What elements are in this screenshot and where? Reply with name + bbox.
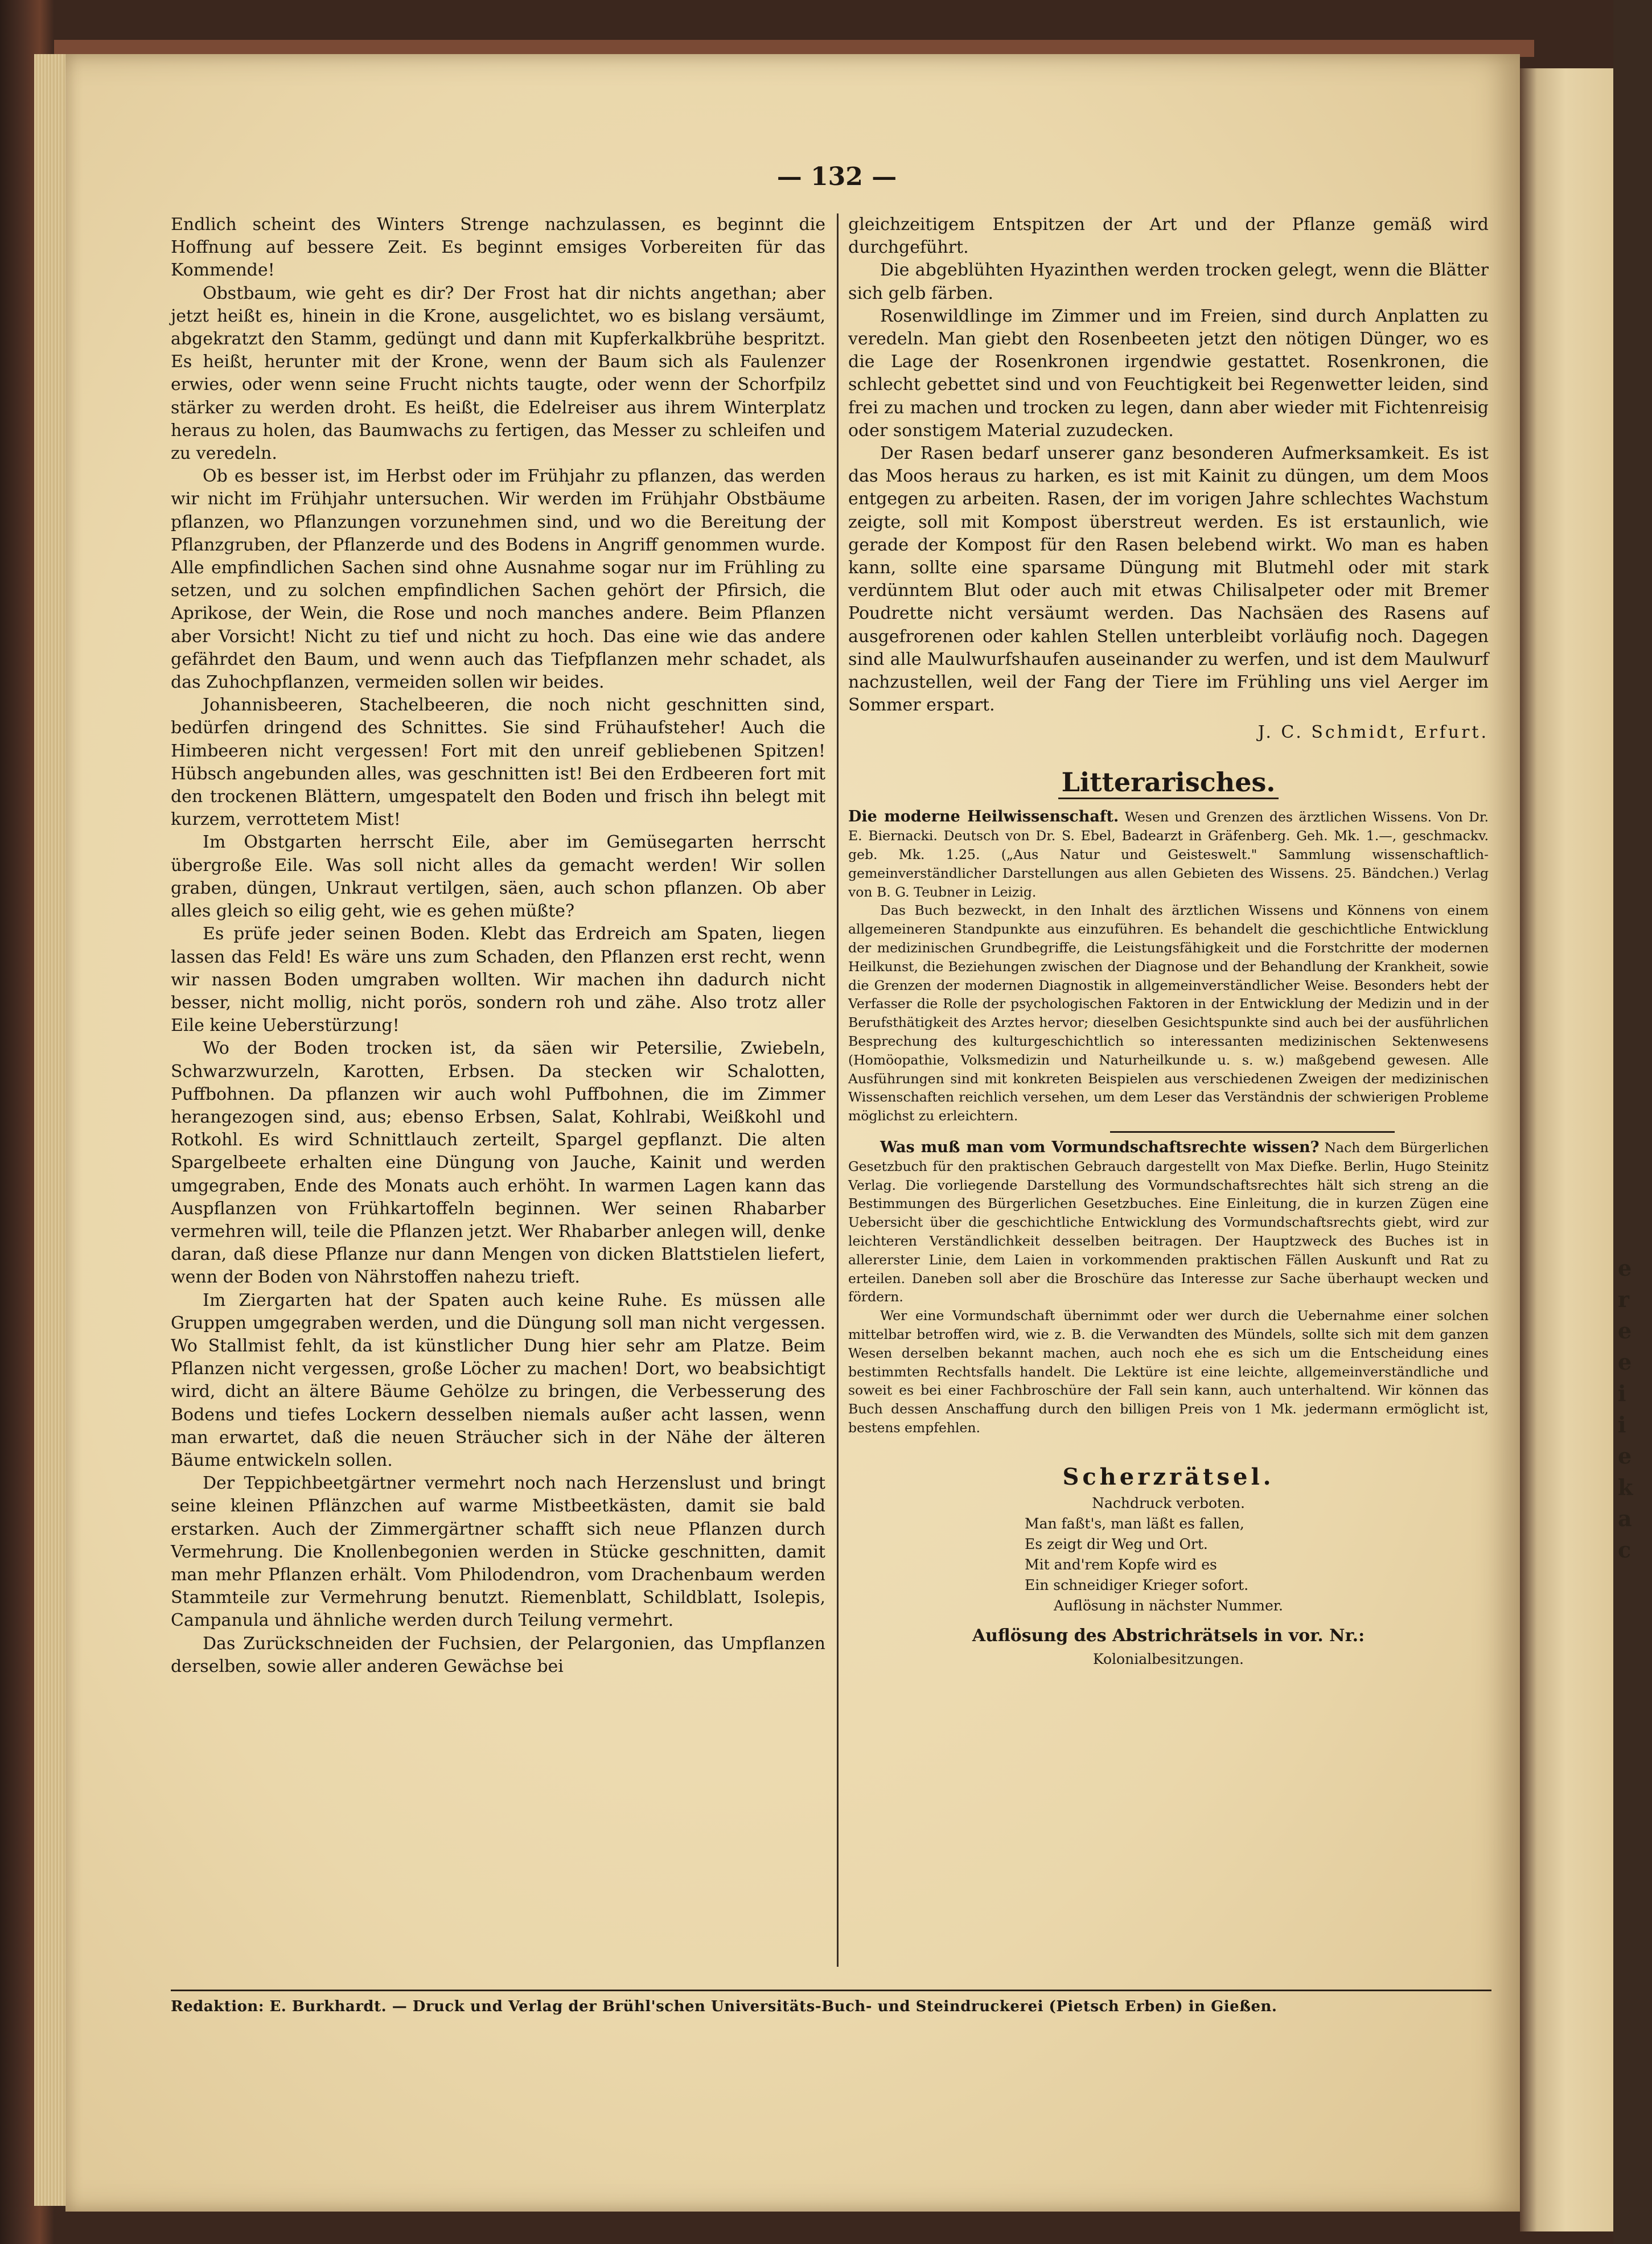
page-stack-edge [34, 54, 68, 2206]
edge-letter: e [1618, 1349, 1632, 1375]
riddle-line: Mit and'rem Kopfe wird es [1025, 1556, 1217, 1573]
edge-letter: e [1618, 1443, 1632, 1469]
paragraph: Rosenwildlinge im Zimmer und im Freien, sind durch Anplatten zu veredeln. Man giebt den Rosenbeeten jetzt den nötigen Dünger, wo es die Lage der Rosenkronen irgendwie gestattet. Rosenkronen, die schlecht gebettet sind und von Feuchtigkeit bei Regenwetter leiden, sind frei zu machen und trocken zu legen, dann aber wieder mit Fichtenreisig oder sonstigem Material zuzudecken. [848, 306, 1489, 441]
riddle-title: Scherzrätsel. [1062, 1463, 1275, 1490]
book-review [848, 1139, 1489, 1437]
author-signature: J. C. Schmidt, Erfurt. [1258, 722, 1489, 743]
review-body: Das Buch bezweckt, in den Inhalt des ärztlichen Wissens und Könnens von einem allgemeineren Standpunkte aus einzuführen. Es behandelt die geschichtliche Entwicklung der medizinischen Grundbegriffe, die Leistungsfähigkeit und die Forstchritte der modernen Heilkunst, die Beziehungen zwischen der Diagnose und der Behandlung der Krankheit, sowie die Grenzen der modernen Diagnostik in allgemeinverständlicher Weise. Besonders hebt der Verfasser die Rolle der psychologischen Faktoren in der Entwicklung der Medizin und in der Berufsthätigkeit des Arztes hervor; dieselben Gesichtspunkte sind auch bei der ausführlichen Besprechung des kulturgeschichtlich so interessanten medizinischen Sektenwesens (Homöopathie, Volksmedizin und Naturheilkunde u. s. w.) maßgebend gewesen. Alle Ausführungen sind mit konkreten Beispielen aus verschiedenen Zweigen der medizinischen Wissenschaften reichlich versehen, um dem Leser das Verständnis der schwierigen Probleme möglichst zu erleichtern. [848, 902, 1489, 1124]
paragraph: Obstbaum, wie geht es dir? Der Frost hat dir nichts angethan; aber jetzt heißt es, hinein in die Krone, ausgelichtet, wo es bislang versäumt, abgekratzt den Stamm, gedüngt und dann mit Kupferkalkbrühe bespritzt. Es heißt, herunter mit der Krone, wenn der Baum sich als Faulenzer erwies, oder wenn seine Frucht nichts taugte, oder wenn der Schorfpilz stärker zu werden droht. Es heißt, die Edelreiser aus ihrem Winterplatz heraus zu holen, das Baumwachs zu fertigen, das Messer zu schleifen und zu veredeln. [171, 283, 825, 464]
edge-letter: i [1618, 1412, 1626, 1437]
article-continuation [848, 213, 1489, 717]
riddle-verse [1025, 1514, 1489, 1596]
edge-letter: r [1618, 1287, 1630, 1312]
paragraph: gleichzeitigem Entspitzen der Art und der Pflanze gemäß wird durchgeführt. [848, 215, 1489, 258]
section-title: Litterarisches. [1058, 767, 1279, 799]
paragraph: Endlich scheint des Winters Strenge nachzulassen, es beginnt die Hoffnung auf bessere Zeit. Es beginnt emsiges Vorbereiten für das Kommende! [171, 215, 825, 281]
paragraph: Wo der Boden trocken ist, da säen wir Petersilie, Zwiebeln, Schwarzwurzeln, Karotten, Erbsen. Da stecken wir Schalotten, Puffbohnen. Da pflanzen wir auch wohl Puffbohnen, die im Zimmer herangezogen sind, aus; ebenso Erbsen, Salat, Kohlrabi, Weißkohl und Rotkohl. Es wird Schnittlauch zerteilt, Spargel gepflanzt. Die alten Spargelbeete erhalten eine Düngung von Jauche, Kainit und werden umgegraben, Ende des Monats auch erhöht. In warmen Lagen kann das Auspflanzen von Frühkartoffeln beginnen. Wer seinen Rhabarber vermehren will, teile die Pflanzen jetzt. Wer Rhabarber anlegen will, denke daran, daß diese Pflanze nur dann Mengen von dicken Blattstielen liefert, wenn der Boden von Nährstoffen nahezu trieft. [171, 1038, 825, 1288]
paragraph: Der Rasen bedarf unserer ganz besonderen Aufmerksamkeit. Es ist das Moos heraus zu harken, es ist mit Kainit zu düngen, um dem Moos entgegen zu arbeiten. Rasen, der im vorigen Jahre schlechtes Wachstum zeigte, soll mit Kompost überstreut werden. Es ist erstaunlich, wie gerade der Kompost für den Rasen belebend wirkt. Wo man es haben kann, sollte eine sparsame Düngung mit Blutmehl oder mit stark verdünntem Blut oder auch mit etwas Chilisalpeter oder mit Bremer Poudrette nicht versäumt werden. Das Nachsäen des Rasens auf ausgefrorenen oder kahlen Stellen unterbleibt vorläufig noch. Dagegen sind alle Maulwurfshaufen auseinander zu werfen, und ist dem Maulwurf nachzustellen, weil der Fang der Tiere im Frühling uns viel Aerger im Sommer erspart. [848, 443, 1489, 716]
review-title: Was muß man vom Vormundschaftsrechte wissen? [880, 1139, 1320, 1157]
edge-letter: k [1618, 1474, 1633, 1500]
review-bibliography: Wesen und Grenzen des ärztlichen Wissens. Von Dr. E. Biernacki. Deutsch von Dr. S. Ebel, Badearzt in Gräfenberg. Geh. Mk. 1.—, geschmackv. geb. Mk. 1.25. („Aus Natur und Geisteswelt." Sammlung wissenschaftlich-gemeinverständlicher Darstellungen aus allen Gebieten des Wissens. 25. Bändchen.) Verlag von B. G. Teubner in Leizig. [848, 809, 1489, 900]
paragraph: Ob es besser ist, im Herbst oder im Frühjahr zu pflanzen, das werden wir nicht im Frühjahr untersuchen. Wir werden im Frühjahr Obstbäume pflanzen, wo Pflanzungen vorzunehmen sind, und wo die Bereitung der Pflanzgruben, der Pflanzerde und des Bodens in Angriff genommen wurde. Alle empfindlichen Sachen sind ohne Ausnahme sogar nur im Frühling zu setzen, und zu solchen empfindlichen Sachen gehört der Pfirsich, die Aprikose, der Wein, die Rose und noch manches andere. Beim Pflanzen aber Vorsicht! Nicht zu tief und nicht zu hoch. Das eine wie das andere gefährdet den Baum, und wenn auch das Tiefpflanzen mehr schadet, als das Zuhochpflanzen, vermeiden sollen wir beides. [171, 466, 825, 693]
riddle-line: Man faßt's, man läßt es fallen, [1025, 1515, 1244, 1532]
page-number: — 132 — [776, 162, 897, 191]
paragraph: Johannisbeeren, Stachelbeeren, die noch nicht geschnitten sind, bedürfen dringend des Schnittes. Sie sind Frühaufsteher! Auch die Himbeeren nicht vergessen! Fort mit den unreif gebliebenen Spitzen! Hübsch angebunden alles, was geschnitten ist! Bei den Erdbeeren fort mit den trockenen Blättern, umgespatelt den Boden und frisch ihn belegt mit kurzem, verrottetem Mist! [171, 695, 825, 830]
review-title: Die moderne Heilwissenschaft. [848, 808, 1119, 826]
solution-text: Kolonialbesitzungen. [1093, 1650, 1244, 1667]
book-review [848, 808, 1489, 1125]
footer-rule [171, 1990, 1491, 1991]
paragraph: Es prüfe jeder seinen Boden. Klebt das Erdreich am Spaten, liegen lassen das Feld! Es wäre uns zum Schaden, den Pflanzen erst recht, wenn wir nassen Boden umgraben wollten. Wir machen ihn dadurch nicht besser, nicht mollig, nicht porös, sondern roh und zähe. Also trotz aller Eile keine Ueberstürzung! [171, 924, 825, 1036]
riddle-box [848, 1461, 1489, 1670]
right-column [848, 213, 1489, 1670]
review-body: Die vorliegende Darstellung des Vormundschaftsrechtes hält sich streng an die Bestimmungen des Bürgerlichen Gesetzbuches. Eine Einleitung, die in kurzen Zügen eine Uebersicht über die geschichtliche Entwicklung des Vormundschaftsrechts giebt, wird zur leichteren Verständlichkeit desselben beitragen. Der Hauptzweck des Buches ist in allererster Linie, dem Laien in vorkommenden praktischen Fällen Auskunft und Rat zu erteilen. Daneben soll aber die Broschüre das Interesse zur Sache überhaupt wecken und fördern. [848, 1177, 1489, 1305]
paragraph: Im Obstgarten herrscht Eile, aber im Gemüsegarten herrscht übergroße Eile. Was soll nicht alles da gemacht werden! Wir sollen graben, düngen, Unkraut vertilgen, säen, auch schon pflanzen. Ob aber alles gleich so eilig geht, wie es gehen müßte? [171, 832, 825, 922]
paragraph: Das Zurückschneiden der Fuchsien, der Pelargonien, das Umpflanzen derselben, sowie aller anderen Gewächse bei [171, 1633, 825, 1676]
edge-letter: e [1618, 1255, 1632, 1281]
review-bibliography: Nach dem Bürgerlichen Gesetzbuch für den praktischen Gebrauch dargestellt von Max Diefke. Berlin, Hugo Steinitz Verlag. [848, 1140, 1489, 1193]
left-column [171, 213, 825, 1678]
edge-letter: i [1618, 1380, 1626, 1406]
section-heading [848, 767, 1489, 798]
riddle-line: Es zeigt dir Weg und Ort. [1025, 1535, 1208, 1552]
paragraph: Der Teppichbeetgärtner vermehrt noch nach Herzenslust und bringt seine kleinen Pflänzchen auf warme Mistbeetkästen, damit sie bald erstarken. Auch der Zimmergärtner schafft sich neue Pflanzen durch Vermehrung. Die Knollenbegonien werden in Stücke geschnitten, damit man mehr Pflanzen erhält. Vom Philodendron, vom Drachenbaum werden Stammteile zur Vermehrung benutzt. Riemenblatt, Schildblatt, Isolepis, Campanula und ähnliche werden durch Teilung vermehrt. [171, 1473, 825, 1631]
edge-letter: e [1618, 1318, 1632, 1343]
edge-letter: c [1618, 1537, 1632, 1563]
paragraph: Die abgeblühten Hyazinthen werden trocken gelegt, wenn die Blätter sich gelb färben. [848, 260, 1489, 303]
riddle-line: Ein schneidiger Krieger sofort. [1025, 1576, 1249, 1593]
riddle-resolution-note: Auflösung in nächster Nummer. [1054, 1597, 1283, 1614]
imprint-footer: Redaktion: E. Burkhardt. — Druck und Verlag der Brühl'schen Universitäts-Buch- und Steindruckerei (Pietsch Erben) in Gießen. [171, 1998, 1277, 2015]
riddle-note: Nachdruck verboten. [1092, 1494, 1245, 1511]
paragraph: Im Ziergarten hat der Spaten auch keine Ruhe. Es müssen alle Gruppen umgegraben werden, und die Düngung soll man nicht vergessen. Wo Stallmist fehlt, da ist künstlicher Dung hier sehr am Platze. Beim Pflanzen nicht vergessen, große Löcher zu machen! Dort, wo beabsichtigt wird, dicht an ältere Bäume Gehölze zu bringen, die Verbesserung des Bodens und tiefes Lockern desselben niemals außer acht lassen, wenn man erwartet, daß die neuen Sträucher sich in der Nähe der älteren Bäume entwickeln sollen. [171, 1290, 825, 1470]
solution-heading: Auflösung des Abstrichrätsels in vor. Nr.: [972, 1625, 1365, 1646]
separator-rule [1110, 1131, 1395, 1133]
facing-page-edge [1520, 68, 1613, 2231]
edge-letter: a [1618, 1506, 1632, 1531]
column-divider [837, 213, 839, 1967]
facing-page-text-fragments [1618, 1252, 1652, 1565]
review-body: Wer eine Vormundschaft übernimmt oder wer durch die Uebernahme einer solchen mittelbar betroffen wird, wie z. B. die Verwandten des Mündels, sollte sich mit dem ganzen Wesen derselben bekannt machen, auch noch ehe es sich um die Entscheidung eines bestimmten Rechtsfalls handelt. Die Lektüre ist eine leichte, allgemeinverständliche und soweit es bei einer Fachbroschüre der Fall sein kann, auch unterhaltend. Wir können das Buch dessen Anschaffung durch den billigen Preis von 1 Mk. jedermann ermöglicht ist, bestens empfehlen. [848, 1308, 1489, 1436]
